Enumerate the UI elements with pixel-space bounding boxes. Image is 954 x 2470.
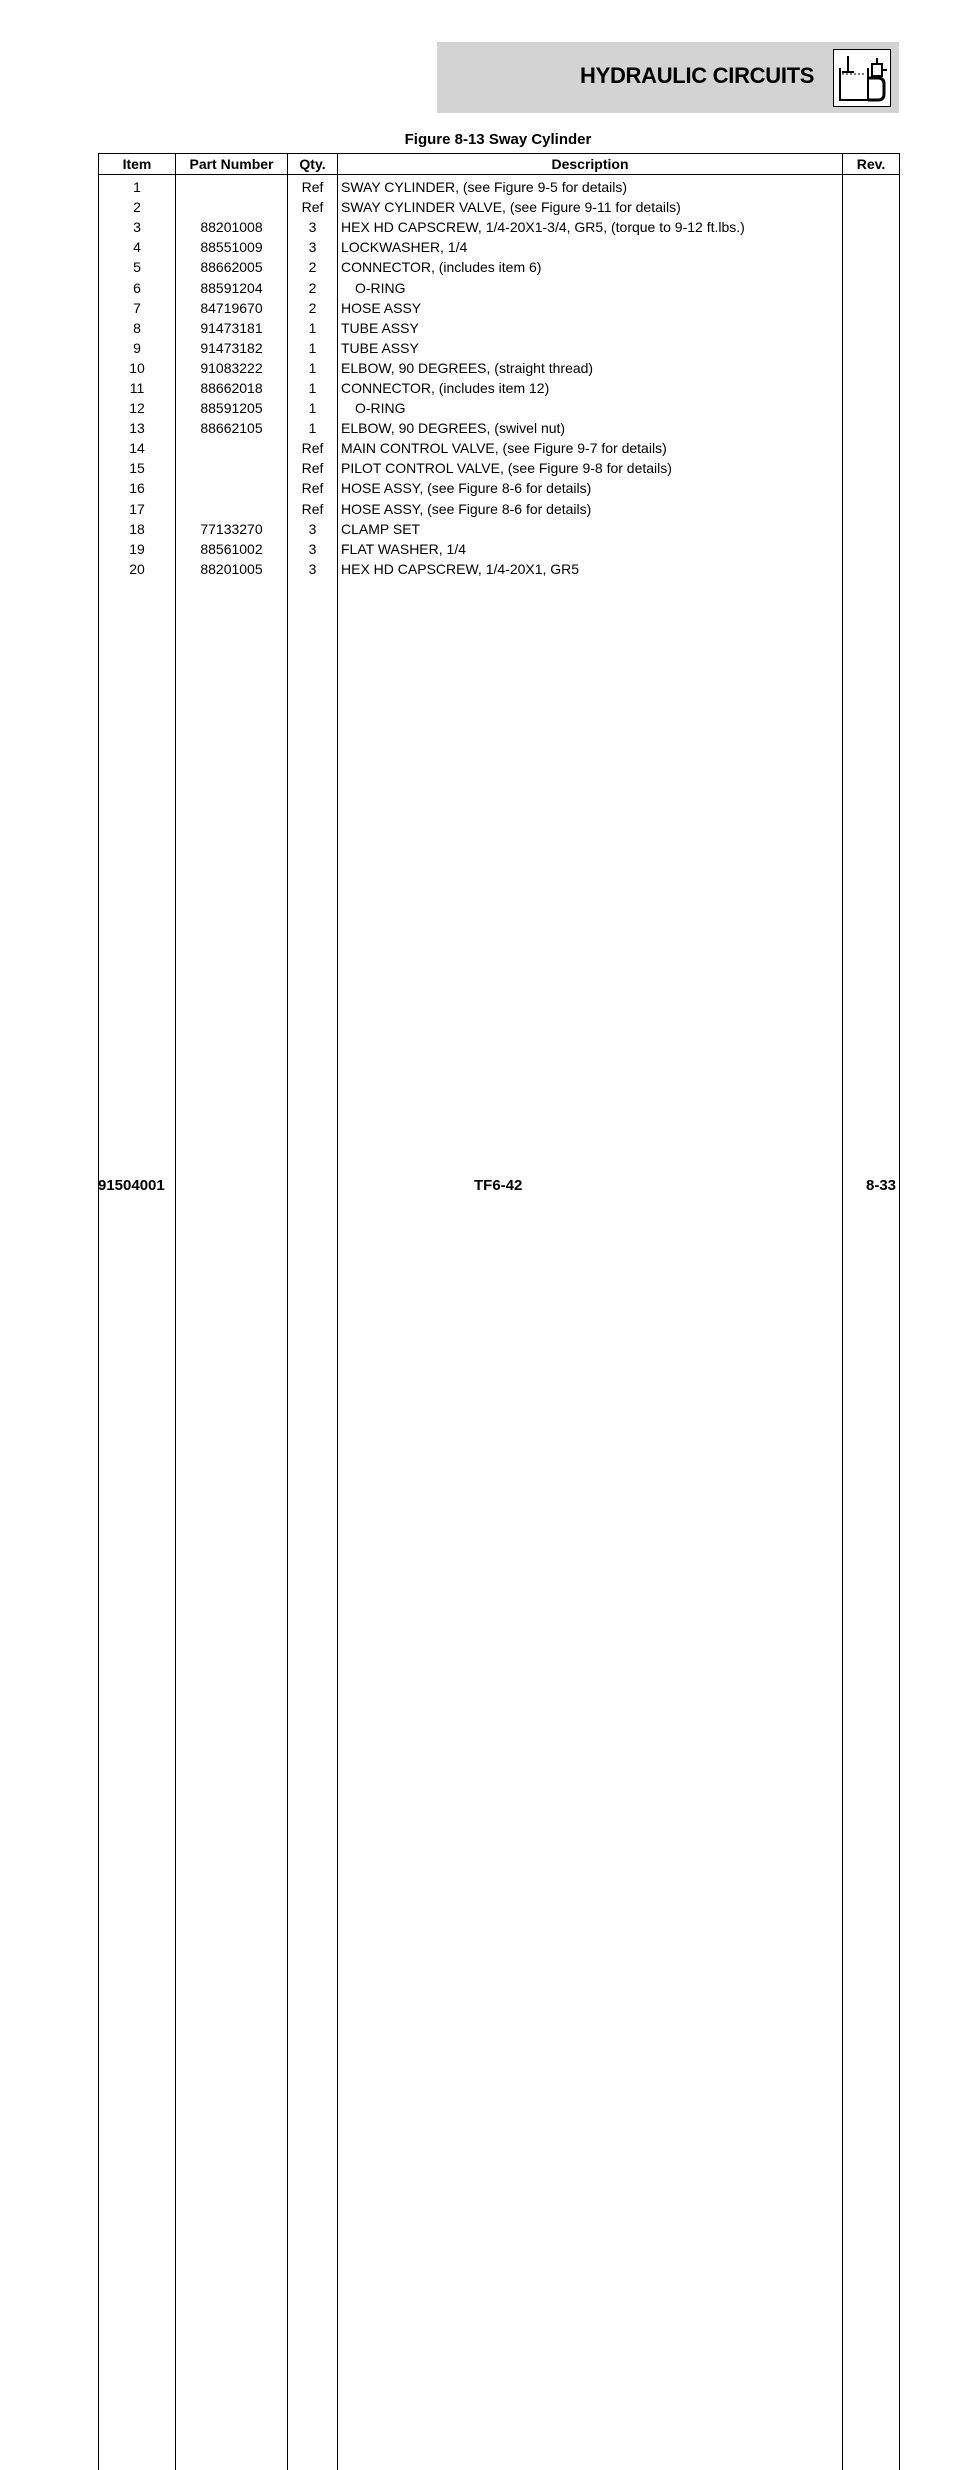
table-row (99, 358, 900, 378)
part-number-cell: 91473181 (176, 318, 288, 338)
description-cell: CONNECTOR, (includes item 6) (338, 257, 843, 277)
description-cell: HEX HD CAPSCREW, 1/4-20X1-3/4, GR5, (torque to 9-12 ft.lbs.) (338, 217, 843, 237)
rev-cell (843, 378, 900, 398)
item-cell: 17 (99, 499, 176, 519)
table-row (99, 175, 900, 198)
qty-cell: Ref (288, 478, 338, 498)
table-row (99, 398, 900, 418)
table-row (99, 318, 900, 338)
item-cell: 8 (99, 318, 176, 338)
table-row (99, 519, 900, 539)
item-cell: 19 (99, 539, 176, 559)
qty-cell: Ref (288, 458, 338, 478)
item-cell: 2 (99, 197, 176, 217)
footer-document-number: 91504001 (98, 1177, 165, 1194)
column-header-description: Description (338, 154, 843, 175)
description-cell: SWAY CYLINDER VALVE, (see Figure 9-11 for details) (338, 197, 843, 217)
item-cell: 14 (99, 438, 176, 458)
qty-cell: 3 (288, 539, 338, 559)
part-number-cell: 88201008 (176, 217, 288, 237)
table-row (99, 499, 900, 519)
table-row (99, 559, 900, 579)
qty-cell: 3 (288, 559, 338, 579)
description-cell: MAIN CONTROL VALVE, (see Figure 9-7 for details) (338, 438, 843, 458)
item-cell: 18 (99, 519, 176, 539)
description-cell: TUBE ASSY (338, 338, 843, 358)
part-number-cell (176, 197, 288, 217)
rev-cell (843, 217, 900, 237)
item-cell: 6 (99, 277, 176, 297)
description-cell: SWAY CYLINDER, (see Figure 9-5 for details) (338, 175, 843, 198)
empty-cell (176, 579, 288, 2470)
column-header-rev: Rev. (843, 154, 900, 175)
part-number-cell: 91083222 (176, 358, 288, 378)
table-row (99, 298, 900, 318)
rev-cell (843, 358, 900, 378)
part-number-cell (176, 438, 288, 458)
qty-cell: 3 (288, 217, 338, 237)
rev-cell (843, 298, 900, 318)
table-row (99, 378, 900, 398)
parts-table (98, 153, 900, 2470)
item-cell: 5 (99, 257, 176, 277)
item-cell: 15 (99, 458, 176, 478)
rev-cell (843, 257, 900, 277)
table-row (99, 237, 900, 257)
rev-cell (843, 398, 900, 418)
rev-cell (843, 237, 900, 257)
footer-model-code: TF6-42 (474, 1177, 522, 1194)
qty-cell: 1 (288, 398, 338, 418)
empty-cell (338, 579, 843, 2470)
table-header-row (99, 154, 900, 175)
table-row (99, 277, 900, 297)
qty-cell: 1 (288, 378, 338, 398)
rev-cell (843, 478, 900, 498)
description-cell: O-RING (338, 277, 843, 297)
column-header-item: Item (99, 154, 176, 175)
table-row (99, 418, 900, 438)
parts-table-body (99, 175, 900, 2470)
part-number-cell: 88662105 (176, 418, 288, 438)
column-header-qty: Qty. (288, 154, 338, 175)
rev-cell (843, 519, 900, 539)
rev-cell (843, 338, 900, 358)
rev-cell (843, 438, 900, 458)
hydraulic-reservoir-icon (833, 49, 891, 107)
description-cell: ELBOW, 90 DEGREES, (swivel nut) (338, 418, 843, 438)
item-cell: 9 (99, 338, 176, 358)
qty-cell: Ref (288, 438, 338, 458)
qty-cell: 2 (288, 277, 338, 297)
item-cell: 12 (99, 398, 176, 418)
item-cell: 4 (99, 237, 176, 257)
part-number-cell: 88591205 (176, 398, 288, 418)
rev-cell (843, 458, 900, 478)
rev-cell (843, 175, 900, 198)
qty-cell: Ref (288, 175, 338, 198)
qty-cell: 1 (288, 358, 338, 378)
item-cell: 1 (99, 175, 176, 198)
rev-cell (843, 539, 900, 559)
description-cell: LOCKWASHER, 1/4 (338, 237, 843, 257)
empty-cell (288, 579, 338, 2470)
part-number-cell (176, 499, 288, 519)
description-cell: HOSE ASSY (338, 298, 843, 318)
table-row (99, 257, 900, 277)
qty-cell: 3 (288, 519, 338, 539)
item-cell: 7 (99, 298, 176, 318)
empty-cell (99, 579, 176, 2470)
description-cell: HOSE ASSY, (see Figure 8-6 for details) (338, 478, 843, 498)
qty-cell: 1 (288, 338, 338, 358)
item-cell: 13 (99, 418, 176, 438)
column-header-part-number: Part Number (176, 154, 288, 175)
footer-page-number: 8-33 (866, 1177, 896, 1194)
part-number-cell: 88591204 (176, 277, 288, 297)
rev-cell (843, 318, 900, 338)
qty-cell: Ref (288, 499, 338, 519)
part-number-cell: 88201005 (176, 559, 288, 579)
item-cell: 3 (99, 217, 176, 237)
item-cell: 10 (99, 358, 176, 378)
table-row (99, 338, 900, 358)
part-number-cell (176, 458, 288, 478)
part-number-cell: 88662018 (176, 378, 288, 398)
part-number-cell: 91473182 (176, 338, 288, 358)
description-cell: CLAMP SET (338, 519, 843, 539)
qty-cell: 1 (288, 318, 338, 338)
table-row (99, 478, 900, 498)
description-cell: HEX HD CAPSCREW, 1/4-20X1, GR5 (338, 559, 843, 579)
table-row (99, 539, 900, 559)
section-title: HYDRAULIC CIRCUITS (580, 63, 814, 89)
qty-cell: 3 (288, 237, 338, 257)
description-cell: TUBE ASSY (338, 318, 843, 338)
part-number-cell: 77133270 (176, 519, 288, 539)
description-cell: FLAT WASHER, 1/4 (338, 539, 843, 559)
part-number-cell (176, 478, 288, 498)
part-number-cell: 84719670 (176, 298, 288, 318)
part-number-cell: 88662005 (176, 257, 288, 277)
description-cell: O-RING (338, 398, 843, 418)
table-row (99, 197, 900, 217)
description-cell: ELBOW, 90 DEGREES, (straight thread) (338, 358, 843, 378)
item-cell: 11 (99, 378, 176, 398)
part-number-cell: 88561002 (176, 539, 288, 559)
table-row (99, 438, 900, 458)
description-cell: PILOT CONTROL VALVE, (see Figure 9-8 for details) (338, 458, 843, 478)
part-number-cell (176, 175, 288, 198)
rev-cell (843, 499, 900, 519)
rev-cell (843, 197, 900, 217)
rev-cell (843, 418, 900, 438)
table-row (99, 217, 900, 237)
qty-cell: Ref (288, 197, 338, 217)
table-filler-row (99, 579, 900, 2470)
qty-cell: 2 (288, 298, 338, 318)
part-number-cell: 88551009 (176, 237, 288, 257)
item-cell: 16 (99, 478, 176, 498)
empty-cell (843, 579, 900, 2470)
qty-cell: 2 (288, 257, 338, 277)
rev-cell (843, 559, 900, 579)
description-cell: HOSE ASSY, (see Figure 8-6 for details) (338, 499, 843, 519)
rev-cell (843, 277, 900, 297)
description-cell: CONNECTOR, (includes item 12) (338, 378, 843, 398)
qty-cell: 1 (288, 418, 338, 438)
figure-title: Figure 8-13 Sway Cylinder (0, 131, 954, 148)
table-row (99, 458, 900, 478)
item-cell: 20 (99, 559, 176, 579)
